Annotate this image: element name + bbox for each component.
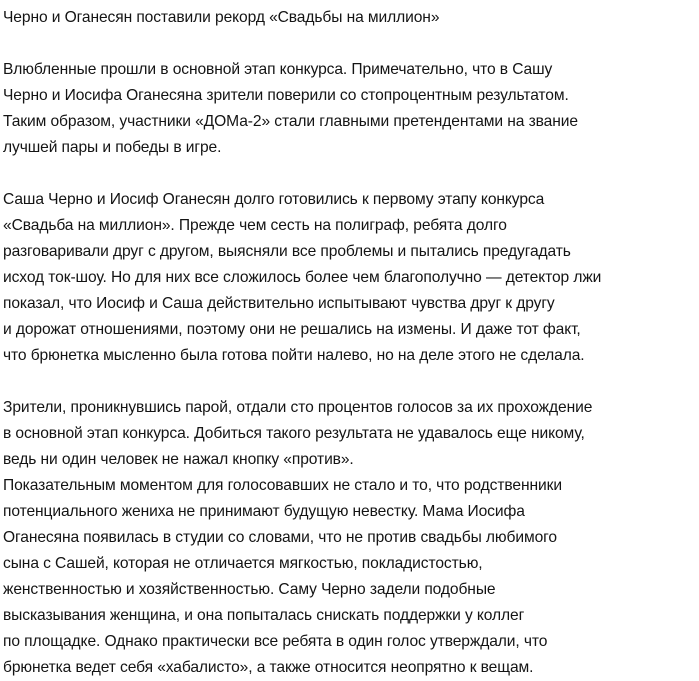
- article-title: [3, 5, 695, 31]
- text-line: Зрители, проникнувшись парой, отдали сто процентов голосов за их прохождение: [3, 399, 593, 416]
- text-line: разговаривали друг с другом, выясняли все проблемы и пытались предугадать: [3, 243, 571, 260]
- text-line: Влюбленные прошли в основной этап конкурса. Примечательно, что в Сашу: [3, 61, 553, 78]
- paragraph-2: [3, 187, 695, 369]
- text-line: исход ток-шоу. Но для них все сложилось более чем благополучно — детектор лжи: [3, 269, 602, 286]
- text-line: в основной этап конкурса. Добиться такого результата не удавалось еще никому,: [3, 425, 585, 442]
- text-line: показал, что Иосиф и Саша действительно испытывают чувства друг к другу: [3, 295, 555, 312]
- text-line: высказывания женщина, и она попыталась снискать поддержки у коллег: [3, 607, 525, 624]
- title-line: Черно и Оганесян поставили рекорд «Свадьбы на миллион»: [3, 9, 440, 26]
- paragraph-gap: [3, 161, 695, 187]
- text-line: брюнетка ведет себя «хабалисто», а также относится неопрятно к вещам.: [3, 659, 534, 676]
- text-line: что брюнетка мысленно была готова пойти налево, но на деле этого не сделала.: [3, 347, 585, 364]
- paragraph-gap: [3, 369, 695, 395]
- paragraph-3: [3, 395, 695, 473]
- text-line: ведь ни один человек не нажал кнопку «против».: [3, 451, 354, 468]
- paragraph-4: [3, 473, 695, 681]
- text-line: Оганесяна появилась в студии со словами, что не против свадьбы любимого: [3, 529, 557, 546]
- text-line: Черно и Иосифа Оганесяна зрители поверили со стопроцентным результатом.: [3, 87, 569, 104]
- text-line: Показательным моментом для голосовавших не стало и то, что родственники: [3, 477, 562, 494]
- text-line: по площадке. Однако практически все ребята в один голос утверждали, что: [3, 633, 548, 650]
- text-line: потенциального жениха не принимают будущую невестку. Мама Иосифа: [3, 503, 525, 520]
- text-line: женственностью и хозяйственностью. Саму Черно задели подобные: [3, 581, 496, 598]
- text-line: «Свадьба на миллион». Прежде чем сесть на полиграф, ребята долго: [3, 217, 507, 234]
- text-line: лучшей пары и победы в игре.: [3, 139, 222, 156]
- text-line: и дорожат отношениями, поэтому они не решались на измены. И даже тот факт,: [3, 321, 581, 338]
- paragraph-1: [3, 57, 695, 161]
- text-line: сына с Сашей, которая не отличается мягкостью, покладистостью,: [3, 555, 483, 572]
- text-line: Саша Черно и Иосиф Оганесян долго готовились к первому этапу конкурса: [3, 191, 545, 208]
- text-line: Таким образом, участники «ДОМа-2» стали главными претендентами на звание: [3, 113, 578, 130]
- paragraph-gap: [3, 31, 695, 57]
